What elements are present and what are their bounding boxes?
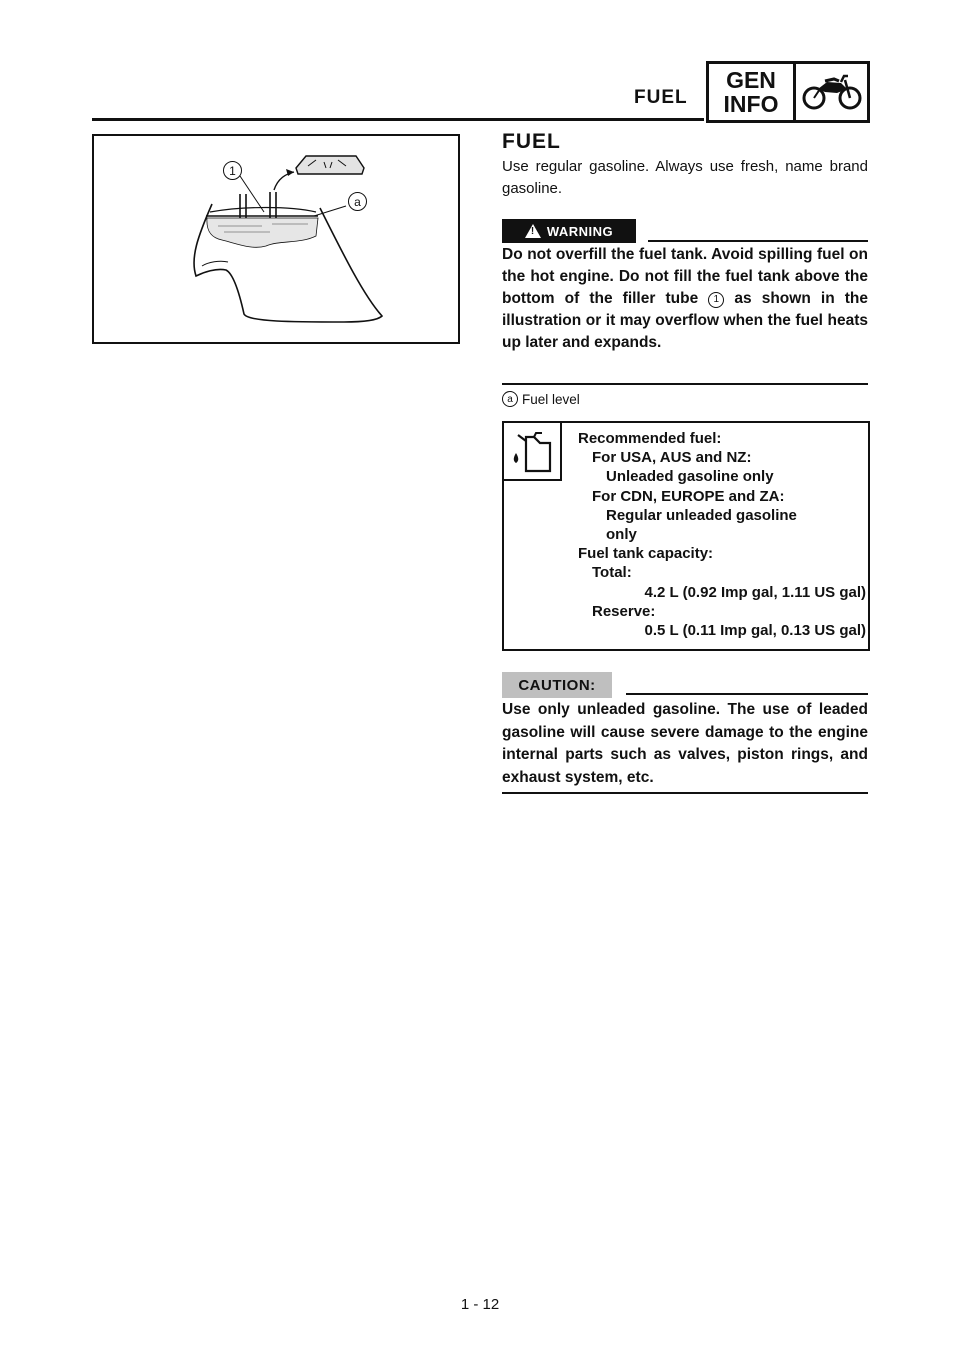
- page-number: 1 - 12: [460, 1296, 500, 1313]
- header-rule: [92, 118, 704, 121]
- spec-line: 0.5 L (0.11 Imp gal, 0.13 US gal): [644, 622, 866, 640]
- warning-text-part2: as shown in the illustration or it may overflow when the fuel heats up later and expands.: [502, 290, 868, 351]
- caution-text: Use only unleaded gasoline. The use of leaded gasoline will cause severe damage to the engine internal parts such as valves, piston rings, and exhaust system, etc.: [502, 701, 868, 786]
- legend-text: Fuel level: [522, 391, 580, 407]
- badge-line-1: GEN: [726, 67, 776, 93]
- spec-line: 4.2 L (0.92 Imp gal, 1.11 US gal): [644, 583, 866, 601]
- spec-line: Fuel tank capacity:: [578, 545, 714, 563]
- caution-rule-top: [626, 693, 868, 695]
- section-badge: [706, 61, 870, 123]
- gen-info-label: [709, 64, 796, 120]
- motorcycle-icon: [796, 64, 867, 120]
- warning-text-part1: Do not overfill the fuel tank. Avoid spilling fuel on the hot engine. Do not fill the fuel tank above the bottom of the filler tube: [502, 246, 868, 307]
- spec-line: Regular unleaded gasoline: [606, 506, 797, 524]
- spec-line: For USA, AUS and NZ:: [592, 449, 752, 467]
- callout-1-inline: 1: [708, 292, 724, 308]
- callout-1: 1: [223, 161, 242, 180]
- fuel-tank-illustration: [92, 134, 460, 344]
- caution-badge: CAUTION:: [502, 672, 612, 698]
- spec-line: Recommended fuel:: [578, 430, 722, 447]
- warning-text: [502, 244, 868, 354]
- spec-line: For CDN, EUROPE and ZA:: [592, 487, 785, 505]
- fuel-can-icon: [504, 423, 562, 481]
- legend-marker: a: [502, 391, 518, 407]
- legend-item: [502, 391, 580, 407]
- warning-rule-top: [648, 240, 868, 242]
- header-section-title: FUEL: [634, 87, 688, 108]
- warning-rule-bottom: [502, 383, 868, 385]
- warning-label: WARNING: [546, 223, 614, 239]
- warning-icon: !: [525, 224, 541, 238]
- spec-line: Reserve:: [592, 602, 656, 620]
- badge-line-2: INFO: [723, 91, 779, 117]
- intro-paragraph: Use regular gasoline. Always use fresh, name brand gasoline.: [502, 158, 868, 197]
- spec-line: only: [606, 526, 637, 544]
- spec-lines: [578, 429, 866, 640]
- spec-line: Total:: [592, 564, 632, 582]
- spec-line: Unleaded gasoline only: [606, 468, 774, 486]
- spec-box: [502, 421, 870, 651]
- callout-a: a: [348, 192, 367, 211]
- caution-rule-bottom: [502, 792, 868, 794]
- warning-badge: [502, 219, 636, 243]
- section-title: FUEL: [502, 130, 561, 153]
